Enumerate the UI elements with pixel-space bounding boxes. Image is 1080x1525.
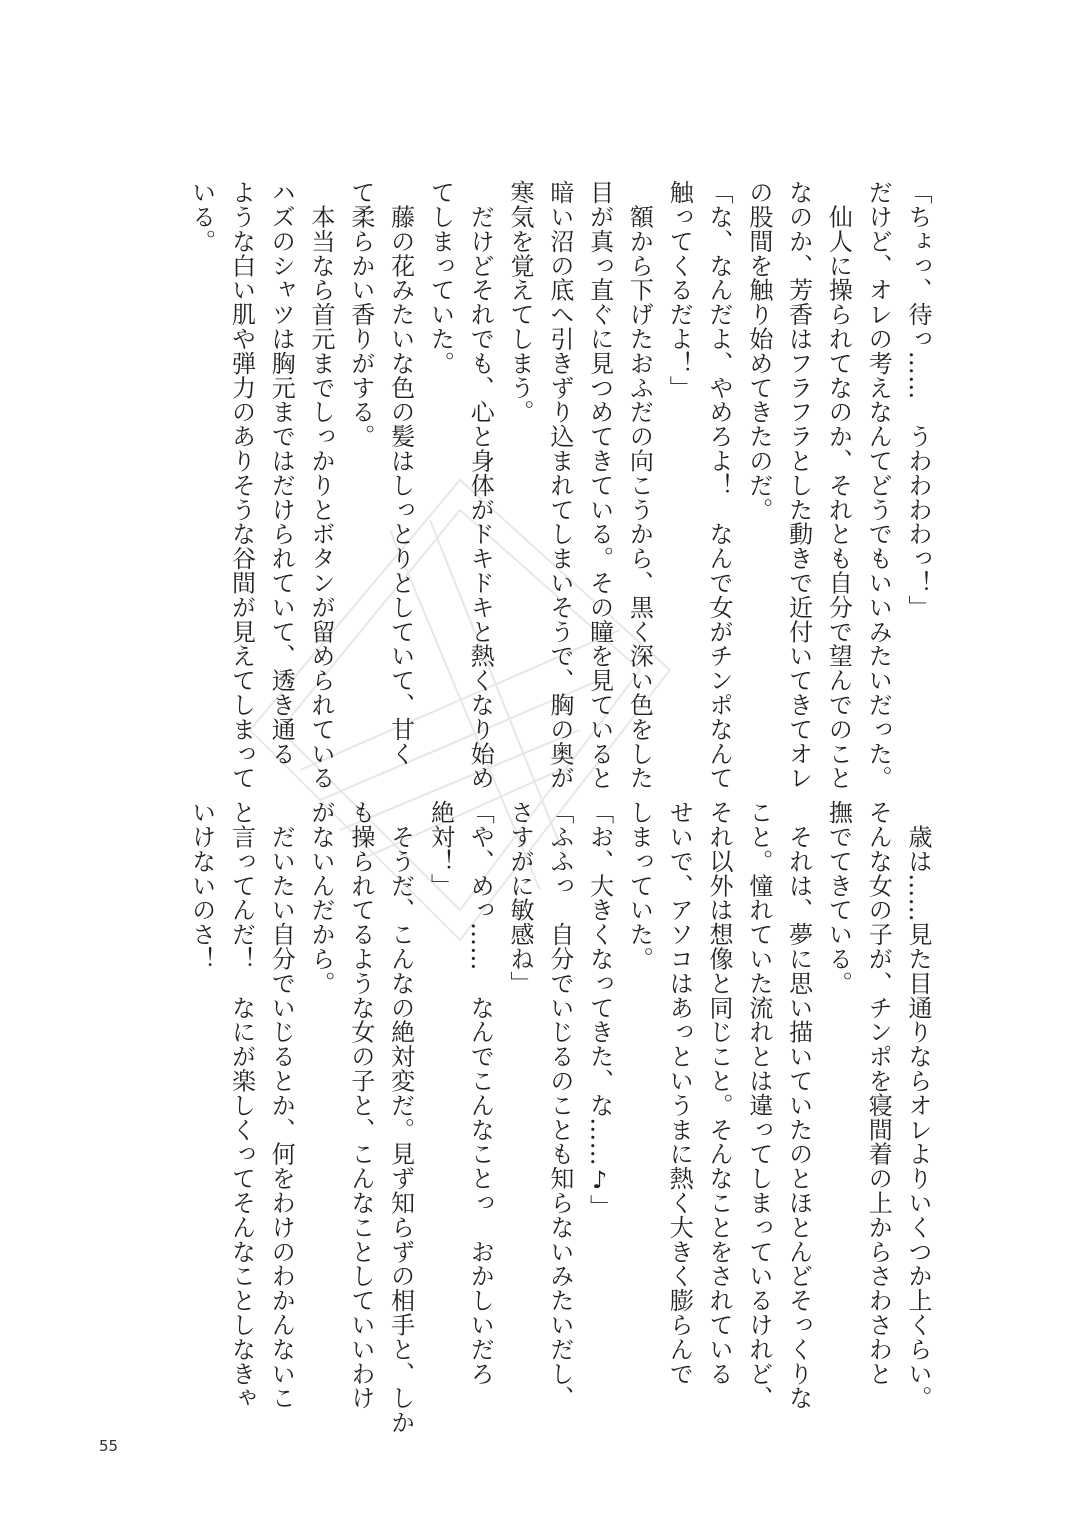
text-block-bottom xyxy=(181,800,937,1435)
text-line: なのか、芳香はフラフラとした動きで近付いてきてオレ xyxy=(784,180,813,790)
text-line: 寒気を覚えてしまう。 xyxy=(506,180,535,424)
text-line: の股間を触り始めてきたのだ。 xyxy=(744,180,773,522)
text-line: そんな女の子が、チンポを寝間着の上からさわさわと xyxy=(864,800,893,1386)
text-line: こと。憧れていた流れとは違ってしまっているけれど、 xyxy=(744,800,773,1410)
text-line: 「お、大きくなってきた、な……♪」 xyxy=(585,800,614,1219)
text-line: 本当なら首元までしっかりとボタンが留められている xyxy=(307,180,336,790)
text-line: も操られてるような女の子と、こんなことしていいわけ xyxy=(346,800,375,1410)
text-line: いけないのさ！ xyxy=(187,800,216,971)
text-line: だけどそれでも、心と身体がドキドキと熱くなり始め xyxy=(466,180,495,790)
text-line: 歳は……見た目通りならオレよりいくつか上くらい。 xyxy=(904,800,932,1410)
text-line: ハズのシャツは胸元まではだけられていて、透き通る xyxy=(267,180,296,766)
text-line: いる。 xyxy=(187,180,216,254)
text-line: 目が真っ直ぐに見つめてきている。その瞳を見ていると xyxy=(585,180,614,790)
text-line: さすがに敏感ね」 xyxy=(506,800,535,996)
text-line: 藤の花みたいな色の髪はしっとりとしていて、甘く xyxy=(386,180,415,766)
text-line: 仙人に操られてなのか、それとも自分で望んでのこと xyxy=(824,180,853,790)
text-line: それ以外は想像と同じこと。そんなことをされている xyxy=(705,800,734,1386)
text-line: がないんだから。 xyxy=(307,800,336,996)
text-line: 「や、めっ…… なんでこんなことっ おかしいだろ xyxy=(466,800,495,1386)
text-line: せいで、アソコはあっというまに熱く大きく膨らんで xyxy=(665,800,694,1386)
text-line: て柔らかい香りがする。 xyxy=(346,180,375,449)
text-line: 撫でてきている。 xyxy=(824,800,853,996)
text-line: 暗い沼の底へ引きずり込まれてしまいそうで、胸の奥が xyxy=(545,180,574,790)
text-line: だけど、オレの考えなんてどうでもいいみたいだった。 xyxy=(864,180,893,790)
text-line: しまっていた。 xyxy=(625,800,654,971)
text-line: 「な、なんだよ、やめろよ！ なんで女がチンポなんて xyxy=(705,180,734,790)
text-line: そうだ、こんなの絶対変だ。見ず知らずの相手と、しか xyxy=(386,800,415,1435)
text-line: ような白い肌や弾力のありそうな谷間が見えてしまって xyxy=(227,180,256,790)
text-line: 「ちょっ、待っ…… うわわわわっ！」 xyxy=(904,180,932,620)
text-line: と言ってんだ！ なにが楽しくってそんなことしなきゃ xyxy=(227,800,256,1410)
page-number: 55 xyxy=(99,1437,119,1455)
text-line: 「ふふっ 自分でいじるのことも知らないみたいだし、 xyxy=(545,800,574,1410)
text-block-top xyxy=(181,180,937,800)
text-line: 額から下げたおふだの向こうから、黒く深い色をした xyxy=(625,180,654,790)
text-line: てしまっていた。 xyxy=(426,180,455,376)
text-line: 絶対！」 xyxy=(426,800,455,898)
text-line: それは、夢に思い描いていたのとほとんどそっくりな xyxy=(784,800,813,1410)
text-line: だいたい自分でいじるとか、何をわけのわかんないこ xyxy=(267,800,296,1410)
text-line: 触ってくるだよ！」 xyxy=(665,180,694,400)
